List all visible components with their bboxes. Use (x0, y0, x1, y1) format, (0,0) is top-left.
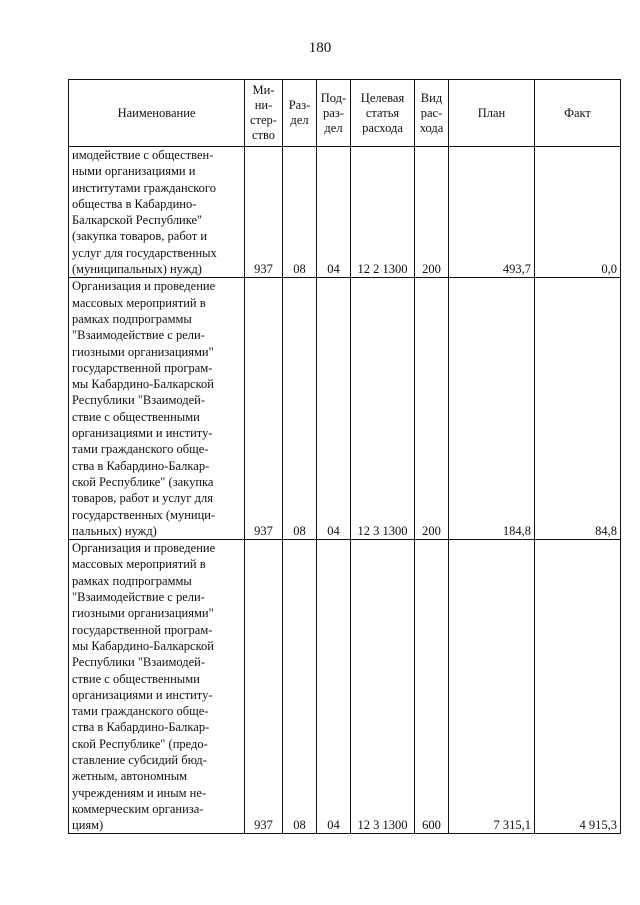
header-fact: Факт (535, 80, 621, 147)
row-fact: 84,8 (535, 278, 621, 540)
row-ministry: 937 (245, 278, 283, 540)
budget-table (68, 79, 621, 834)
row-section: 08 (283, 540, 317, 834)
row-name: Организация и проведение массовых мероприятий в рамках подпрограммы "Взаимодействие с рели- гиозными организациями" государственной програм- мы Кабардино-Балкарской Республики "Взаимодей- ствие с общественными организациями и институ- тами гражданского обще- ства в Кабардино-Балкар- ской Республике" (закупка товаров, работ и услуг для государственных (муници- пальных) нужд) (69, 278, 245, 540)
table-header-row (69, 80, 621, 147)
header-target: Целевая статья расхода (351, 80, 415, 147)
header-expense-type: Вид рас- хода (415, 80, 449, 147)
row-expense-type: 200 (415, 147, 449, 278)
row-fact: 0,0 (535, 147, 621, 278)
row-subsection: 04 (317, 147, 351, 278)
row-section: 08 (283, 278, 317, 540)
row-plan: 7 315,1 (449, 540, 535, 834)
page-number: 180 (308, 40, 332, 56)
row-plan: 493,7 (449, 147, 535, 278)
header-ministry: Ми- ни- стер- ство (245, 80, 283, 147)
row-fact: 4 915,3 (535, 540, 621, 834)
row-target: 12 2 1300 (351, 147, 415, 278)
row-plan: 184,8 (449, 278, 535, 540)
row-expense-type: 600 (415, 540, 449, 834)
row-ministry: 937 (245, 147, 283, 278)
row-expense-type: 200 (415, 278, 449, 540)
table-row (69, 540, 621, 834)
header-plan: План (449, 80, 535, 147)
row-target: 12 3 1300 (351, 278, 415, 540)
row-subsection: 04 (317, 540, 351, 834)
table-row (69, 278, 621, 540)
header-subsection: Под- раз- дел (317, 80, 351, 147)
table-row (69, 147, 621, 278)
row-name: имодействие с обществен- ными организациями и институтами гражданского общества в Кабардино- Балкарской Республике" (закупка товаров, работ и услуг для государственных (муниципальных) нужд) (69, 147, 245, 278)
row-subsection: 04 (317, 278, 351, 540)
header-section: Раз- дел (283, 80, 317, 147)
row-name: Организация и проведение массовых мероприятий в рамках подпрограммы "Взаимодействие с рели- гиозными организациями" государственной програм- мы Кабардино-Балкарской Республики "Взаимодей- ствие с общественными организациями и институ- тами гражданского обще- ства в Кабардино-Балкар- ской Республике" (предо- ставление субсидий бюд- жетным, автономным учреждениям и иным не- коммерческим организа- циям) (69, 540, 245, 834)
row-ministry: 937 (245, 540, 283, 834)
row-target: 12 3 1300 (351, 540, 415, 834)
row-section: 08 (283, 147, 317, 278)
header-name: Наименование (69, 80, 245, 147)
